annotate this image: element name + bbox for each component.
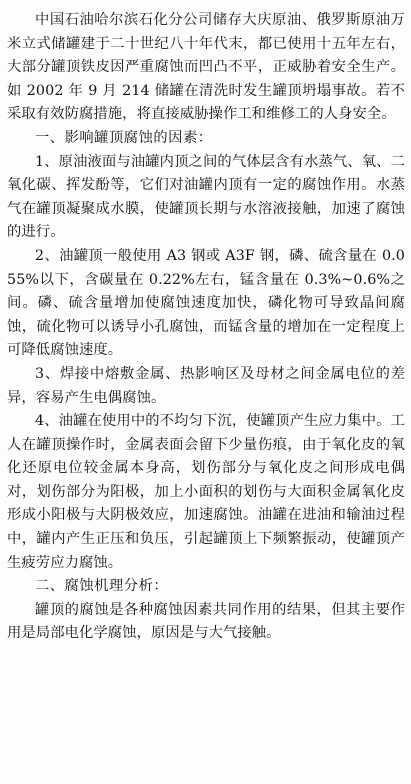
factor-2-paragraph: 2、油罐顶一般使用 A3 钢或 A3F 钢，磷、硫含量在 0.055%以下，含碳量在 0.22%左右，锰含量在 0.3%~0.6%之间。磷、硫含量增加使腐蚀速度加快，磷化物可导致晶间腐蚀，硫化物可以诱导小孔腐蚀，而锰含量的增加在一定程度上可降低腐蚀速度。 xyxy=(7,247,405,359)
factor-3-paragraph: 3、焊接中熔敷金属、热影响区及母材之间金属电位的差异，容易产生电偶腐蚀。 xyxy=(7,365,405,406)
document-body xyxy=(7,9,405,646)
section-heading-corrosion-mechanism: 二、腐蚀机理分析： xyxy=(35,578,169,595)
section-heading-corrosion-factors: 一、影响罐顶腐蚀的因素： xyxy=(35,129,213,146)
mechanism-paragraph: 罐顶的腐蚀是各种腐蚀因素共同作用的结果，但其主要作用是局部电化学腐蚀，原因是与大气接触。 xyxy=(7,601,405,642)
factor-4-paragraph: 4、油罐在使用中的不均匀下沉，使罐顶产生应力集中。工人在罐顶操作时，金属表面会留下少量伤痕，由于氧化皮的氧化还原电位较金属本身高，划伤部分与氧化皮之间形成电偶对，划伤部分为阳极，加上小面积的划伤与大面积金属氧化皮形成小阳极与大阴极效应，加速腐蚀。油罐在进油和输油过程中，罐内产生正压和负压，引起罐顶上下频繁振动，使罐顶产生疲劳应力腐蚀。 xyxy=(7,413,405,571)
intro-paragraph: 中国石油哈尔滨石化分公司储存大庆原油、俄罗斯原油万米立式储罐建于二十世纪八十年代末，都已使用十五年左右，大部分罐顶铁皮因严重腐蚀而凹凸不平，正威胁着安全生产。如 2002 年 9 月 214 储罐在清洗时发生罐顶坍塌事故。若不采取有效防腐措施，将直接威胁操作工和维修工的人身安全。 xyxy=(7,12,405,123)
factor-1-paragraph: 1、原油液面与油罐内顶之间的气体层含有水蒸气、氧、二氧化碳、挥发酚等，它们对油罐内顶有一定的腐蚀作用。水蒸气在罐顶凝聚成水膜，使罐顶长期与水溶液接触，加速了腐蚀的进行。 xyxy=(7,153,405,241)
